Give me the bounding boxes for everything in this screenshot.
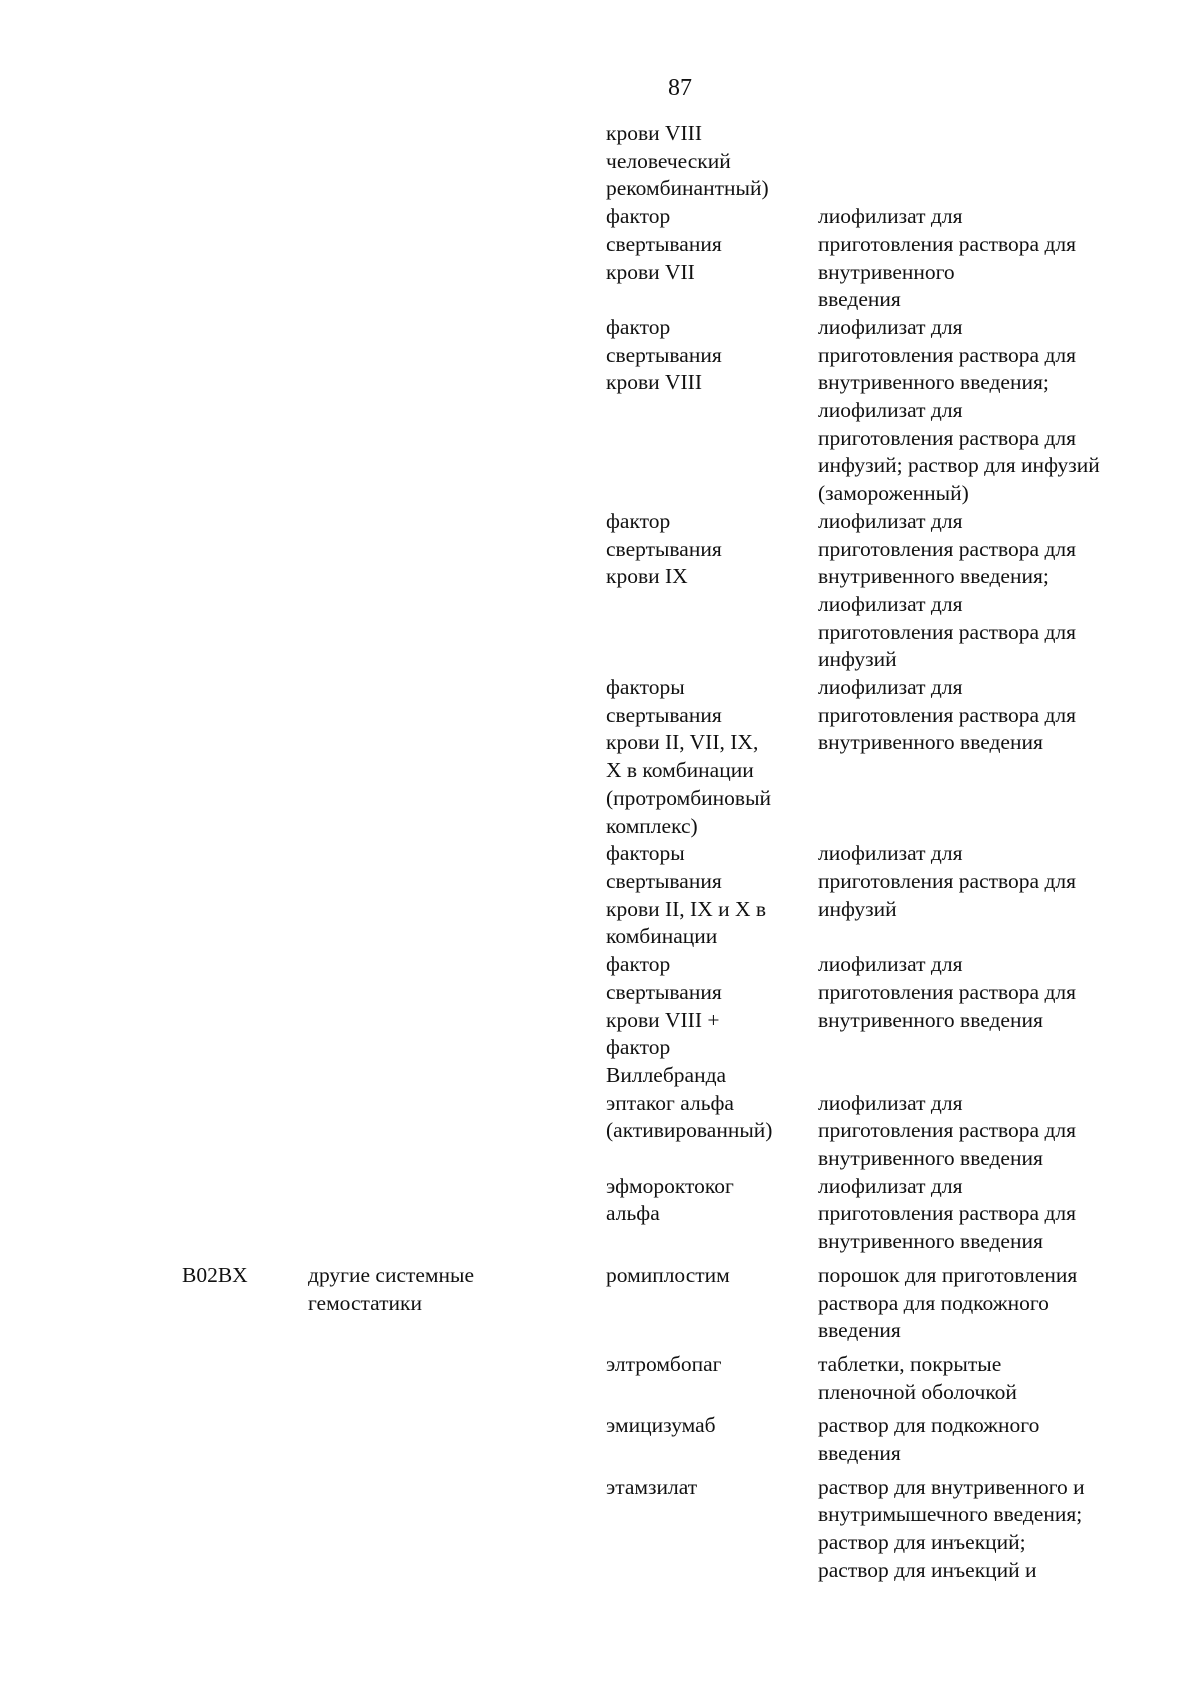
atc-group (308, 1351, 606, 1406)
atc-group (308, 314, 606, 508)
dosage-form: раствор для внутривенного и внутримышечного введения; раствор для инъекций; раствор для инъекций и (818, 1474, 1085, 1582)
dosage-form: раствор для подкожного введения (818, 1413, 1040, 1466)
drug-name: фактор свертывания крови VII (606, 204, 722, 284)
drug-name: факторы свертывания крови II, VII, IX, X в комбинации (протромбиновый комплекс) (606, 675, 772, 838)
atc-code (182, 1351, 308, 1406)
dosage-form: лиофилизат для приготовления раствора для внутривенного введения; лиофилизат для приготовления раствора для инфузий (818, 508, 1076, 672)
table-row (0, 1474, 1200, 1585)
atc-code (182, 951, 308, 1090)
dosage-form: лиофилизат для приготовления раствора для внутривенного введения (818, 1090, 1076, 1171)
table-row (0, 1090, 1200, 1173)
atc-code (182, 120, 308, 203)
atc-group: другие системные гемостатики (308, 1262, 475, 1315)
drug-name: эфмороктоког альфа (606, 1173, 734, 1226)
dosage-form: таблетки, покрытые пленочной оболочкой (818, 1351, 1017, 1404)
dosage-form: лиофилизат для приготовления раствора для внутривенного введения (818, 1173, 1076, 1254)
atc-group (308, 951, 606, 1090)
atc-group (308, 1090, 606, 1173)
atc-code: B02BX (182, 1262, 248, 1287)
atc-code (182, 1412, 308, 1467)
atc-group (308, 120, 606, 203)
atc-code (182, 203, 308, 314)
atc-group (308, 1474, 606, 1585)
table-row (0, 203, 1200, 314)
table-row (0, 1351, 1200, 1406)
dosage-form (818, 120, 1200, 203)
dosage-form: лиофилизат для приготовления раствора для инфузий (818, 841, 1076, 921)
atc-group (308, 203, 606, 314)
table-row (0, 508, 1200, 674)
table-row (0, 951, 1200, 1090)
dosage-form: лиофилизат для приготовления раствора для внутривенного введения (818, 952, 1076, 1032)
table-row (0, 840, 1200, 951)
drug-name: фактор свертывания крови VIII + фактор Виллебранда (606, 952, 727, 1087)
table-row (0, 120, 1200, 203)
atc-code (182, 508, 308, 674)
dosage-form: лиофилизат для приготовления раствора для внутривенного введения (818, 204, 1076, 312)
atc-code (182, 314, 308, 508)
drug-name: фактор свертывания крови IX (606, 508, 722, 589)
table-row (0, 1262, 1200, 1345)
atc-group (308, 1173, 606, 1256)
table-row (0, 314, 1200, 508)
drug-table (0, 120, 1200, 1585)
atc-group (308, 674, 606, 840)
drug-name: фактор свертывания крови VIII (606, 314, 722, 395)
drug-name: эптаког альфа (активированный) (606, 1090, 773, 1143)
page-number: 87 (668, 75, 692, 101)
atc-code (182, 674, 308, 840)
dosage-form: лиофилизат для приготовления раствора для внутривенного введения (818, 675, 1076, 755)
atc-code (182, 840, 308, 951)
atc-group (308, 508, 606, 674)
atc-code (182, 1090, 308, 1173)
dosage-form: лиофилизат для приготовления раствора для внутривенного введения; лиофилизат для приготовления раствора для инфузий; раствор для инфузий (замороженный) (818, 314, 1100, 506)
drug-name: факторы свертывания крови II, IX и X в комбинации (606, 841, 767, 949)
atc-group (308, 1412, 606, 1467)
drug-name: этамзилат (606, 1474, 698, 1499)
table-row (0, 1412, 1200, 1467)
drug-name: крови VIII человеческий рекомбинантный) (606, 121, 769, 201)
table-row (0, 1173, 1200, 1256)
atc-code (182, 1173, 308, 1256)
drug-name: ромиплостим (606, 1262, 730, 1287)
drug-name: элтромбопаг (606, 1351, 722, 1376)
table-row (0, 674, 1200, 840)
atc-group (308, 840, 606, 951)
atc-code (182, 1474, 308, 1585)
drug-name: эмицизумаб (606, 1413, 716, 1438)
dosage-form: порошок для приготовления раствора для подкожного введения (818, 1262, 1078, 1343)
